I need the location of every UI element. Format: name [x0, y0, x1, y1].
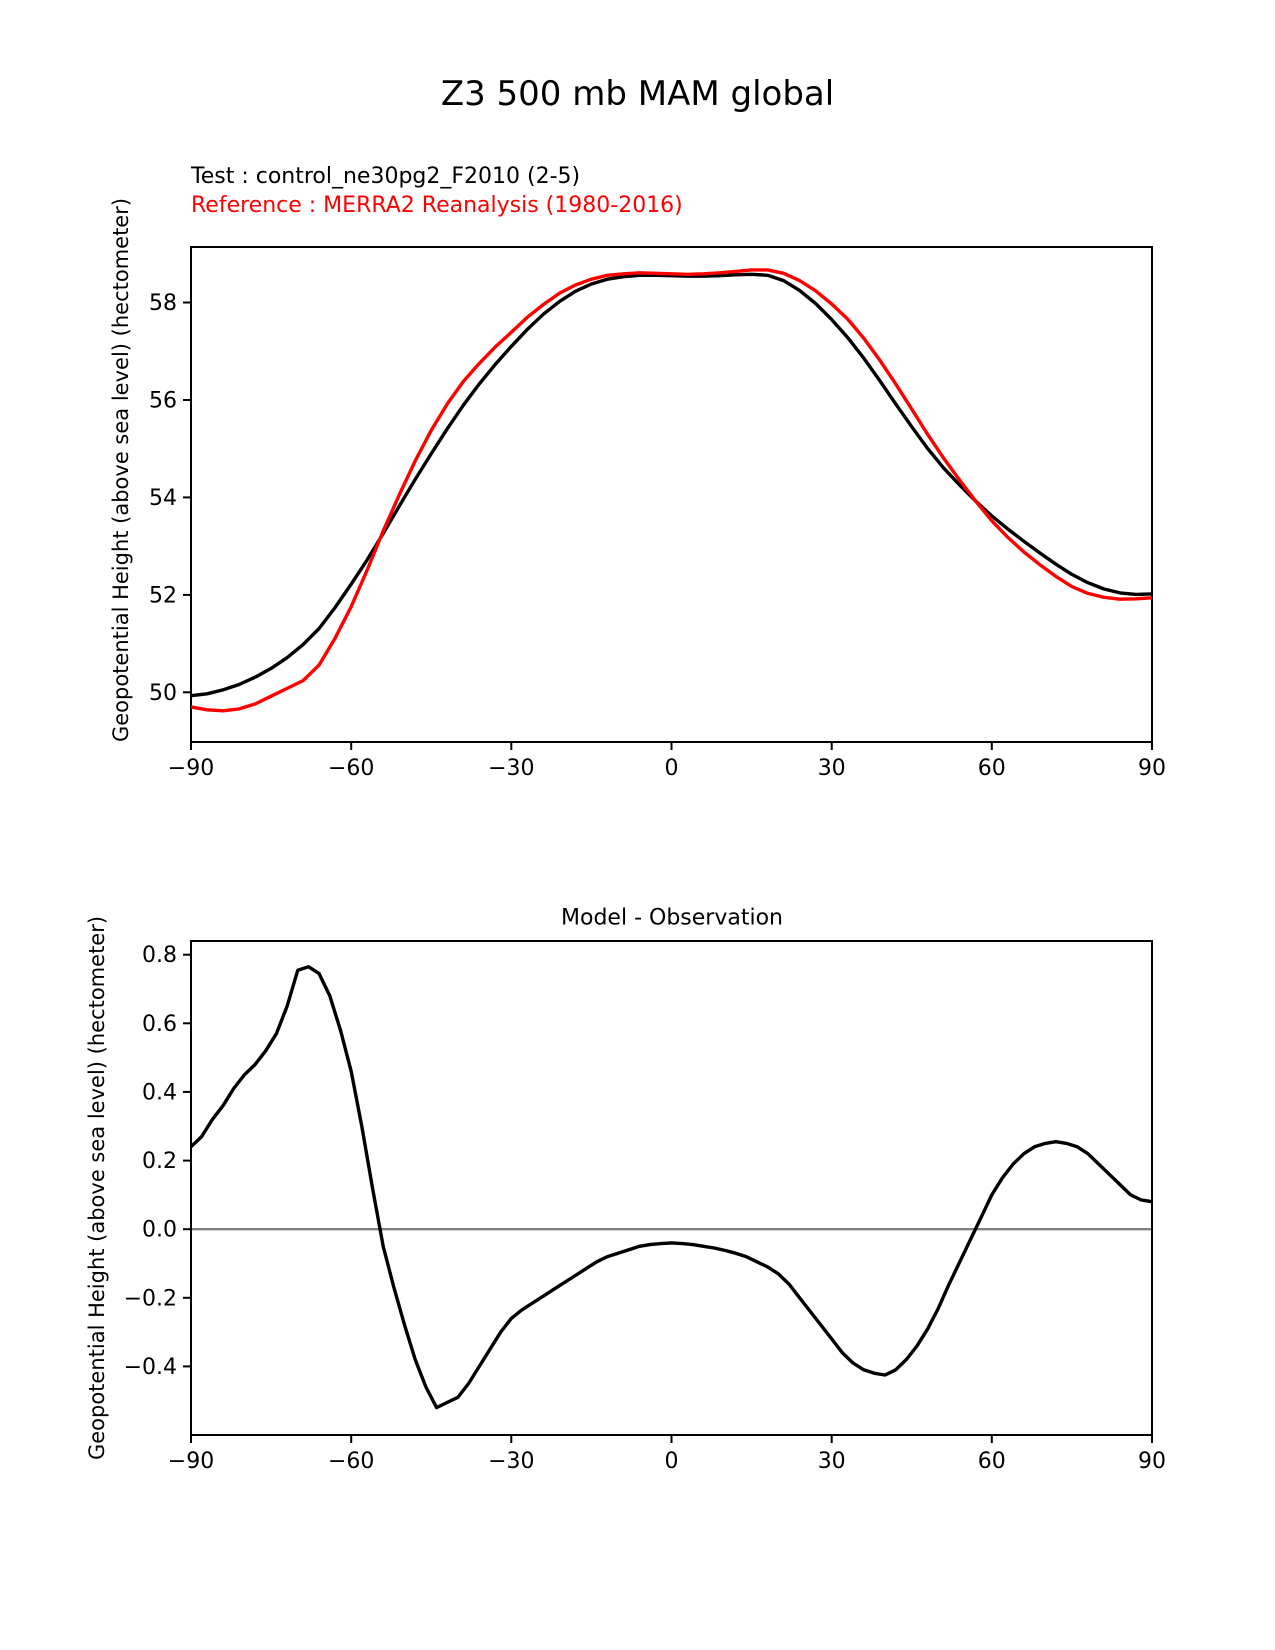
y-tick-label: 0.4 [142, 1080, 177, 1106]
bottom-title: Model - Observation [561, 905, 783, 931]
x-tick-label: 60 [977, 756, 1006, 781]
top-ylabel: Geopotential Height (above sea level) (hectometer) [109, 197, 133, 743]
y-tick-label: 58 [149, 290, 177, 316]
x-tick-label: 60 [977, 1449, 1006, 1474]
y-tick-label: 0.0 [142, 1217, 177, 1243]
axes-spines [191, 247, 1152, 742]
x-tick-label: 0 [664, 756, 679, 781]
y-tick-label: −0.4 [123, 1354, 177, 1380]
top-plot [149, 247, 1166, 781]
y-tick-label: 50 [149, 680, 177, 706]
x-tick-label: −90 [167, 756, 215, 781]
y-tick-label: 0.8 [142, 943, 177, 969]
x-tick-label: −30 [488, 756, 535, 781]
x-tick-label: −60 [327, 1449, 375, 1474]
y-tick-label: 52 [149, 583, 177, 609]
y-tick-label: 0.6 [142, 1011, 177, 1037]
x-tick-label: −60 [327, 756, 375, 781]
reference-curve [191, 270, 1152, 711]
test-curve [191, 274, 1152, 695]
bottom-plot [124, 941, 1166, 1474]
x-tick-label: −30 [488, 1449, 535, 1474]
difference-curve [191, 967, 1152, 1408]
y-tick-label: 56 [149, 388, 177, 414]
y-tick-label: −0.2 [123, 1286, 177, 1312]
figure-title: Z3 500 mb MAM global [440, 74, 835, 114]
legend-test: Test : control_ne30pg2_F2010 (2-5) [191, 164, 581, 189]
x-tick-label: 30 [817, 756, 846, 781]
y-tick-label: 54 [149, 485, 177, 511]
legend-reference: Reference : MERRA2 Reanalysis (1980-2016) [191, 193, 683, 218]
bottom-ylabel: Geopotential Height (above sea level) (hectometer) [85, 915, 109, 1461]
x-tick-label: 30 [817, 1449, 846, 1474]
x-tick-label: 90 [1138, 756, 1166, 781]
x-tick-label: −90 [167, 1449, 215, 1474]
x-tick-label: 90 [1138, 1449, 1166, 1474]
y-tick-label: 0.2 [142, 1149, 177, 1175]
x-tick-label: 0 [664, 1449, 679, 1474]
